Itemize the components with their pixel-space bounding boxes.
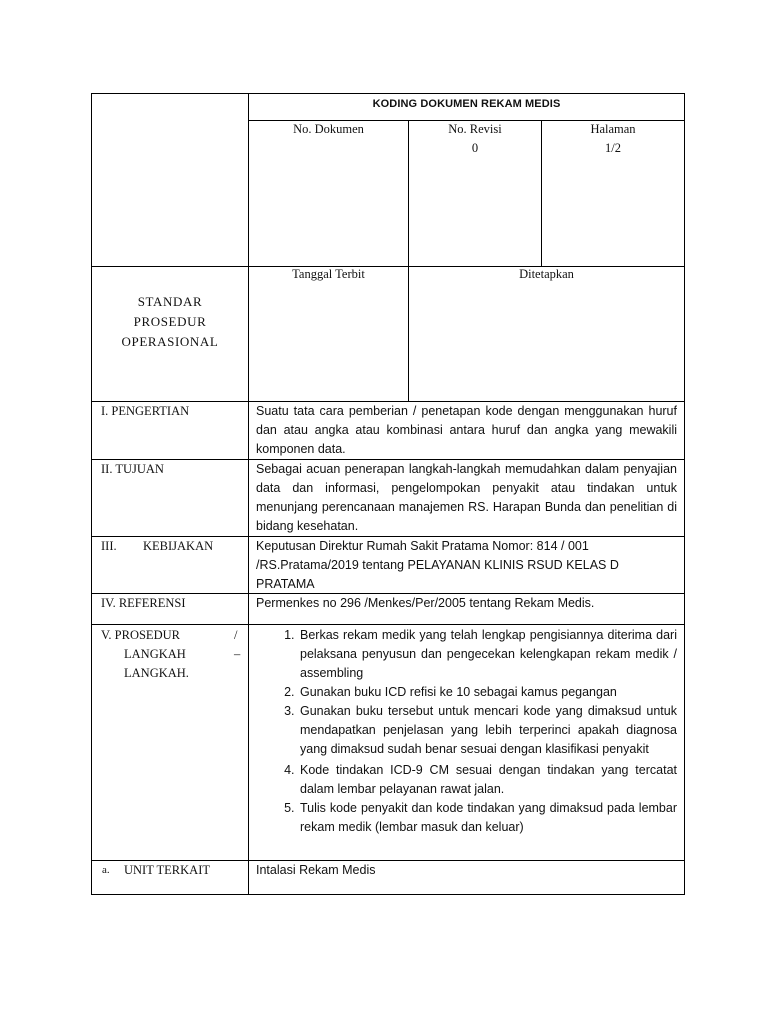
no-dokumen-label: No. Dokumen [293, 122, 364, 136]
halaman-label: Halaman [590, 122, 636, 136]
prosedur-label-1a: V. PROSEDUR [101, 628, 180, 642]
tanggal-terbit-label: Tanggal Terbit [292, 267, 365, 281]
table-border-left [91, 93, 92, 895]
no-revisi-value: 0 [471, 141, 479, 155]
pengertian-label: I. PENGERTIAN [101, 404, 190, 418]
prosedur-steps [250, 626, 677, 837]
standar-line-3: OPERASIONAL [121, 334, 219, 349]
no-revisi-label: No. Revisi [448, 122, 502, 136]
kebijakan-label-text: KEBIJAKAN [143, 539, 214, 553]
unit-terkait-text: Intalasi Rekam Medis [256, 863, 376, 877]
referensi-label: IV. REFERENSI [101, 596, 186, 610]
prosedur-label-2a: LANGKAH [124, 647, 186, 661]
table-col-separator [248, 93, 249, 895]
halaman-value: 1/2 [605, 141, 621, 155]
unit-terkait-label-letter: a. [102, 864, 110, 876]
referensi-text: Permenkes no 296 /Menkes/Per/2005 tentang Rekam Medis. [256, 596, 595, 610]
standar-line-2: PROSEDUR [133, 314, 207, 329]
prosedur-step: 3. Gunakan buku tersebut untuk mencari kode yang dimaksud untuk mendapatkan penjelasan yang lebih terperinci apakah diagnosa yang dimaksud sudah benar sesuai dengan klasifikasi penyakit [298, 702, 677, 759]
prosedur-label-3: LANGKAH. [124, 666, 189, 680]
pengertian-text: Suatu tata cara pemberian / penetapan kode dengan menggunakan huruf dan atau angka atau kombinasi antara huruf dan angka yang mewakili komponen data. [256, 404, 677, 456]
ditetapkan-label: Ditetapkan [519, 267, 574, 281]
header-col-divider-1 [408, 120, 409, 402]
prosedur-step: 1. Berkas rekam medik yang telah lengkap pengisiannya diterima dari pelaksana penyusun dan pengecekan kelengkapan rekam medik / assembling [298, 626, 677, 683]
prosedur-label-2b: – [234, 647, 241, 661]
standar-line-1: STANDAR [137, 294, 203, 309]
standar-prosedur-operasional [92, 292, 248, 352]
table-border-bottom [91, 894, 685, 895]
prosedur-label-1b: / [234, 628, 238, 642]
kebijakan-text: Keputusan Direktur Rumah Sakit Pratama Nomor: 814 / 001 /RS.Pratama/2019 tentang PELAYANAN KLINIS RSUD KELAS D PRATAMA [256, 539, 619, 591]
row-divider-prosedur [91, 624, 685, 625]
prosedur-step: 5. Tulis kode penyakit dan kode tindakan yang dimaksud pada lembar rekam medik (lembar masuk dan keluar) [298, 799, 677, 837]
tujuan-text: Sebagai acuan penerapan langkah-langkah memudahkan dalam penyajian data dan informasi, pengelompokan penyakit atau tindakan untuk menunjang perencanaan manajemen RS. Harapan Bunda dan penelitian di bidang kesehatan. [256, 462, 677, 533]
table-border-right [684, 93, 685, 895]
tujuan-label: II. TUJUAN [101, 462, 164, 476]
kebijakan-label-number: III. [101, 539, 117, 553]
unit-terkait-label-text: UNIT TERKAIT [124, 863, 210, 877]
document-title: KODING DOKUMEN REKAM MEDIS [372, 98, 561, 110]
prosedur-step: 2. Gunakan buku ICD refisi ke 10 sebagai kamus pegangan [298, 683, 677, 702]
prosedur-step-list [250, 626, 677, 837]
table-border-top [91, 93, 685, 94]
prosedur-step: 4. Kode tindakan ICD-9 CM sesuai dengan tindakan yang tercatat dalam lembar pelayanan rawat jalan. [298, 761, 677, 799]
